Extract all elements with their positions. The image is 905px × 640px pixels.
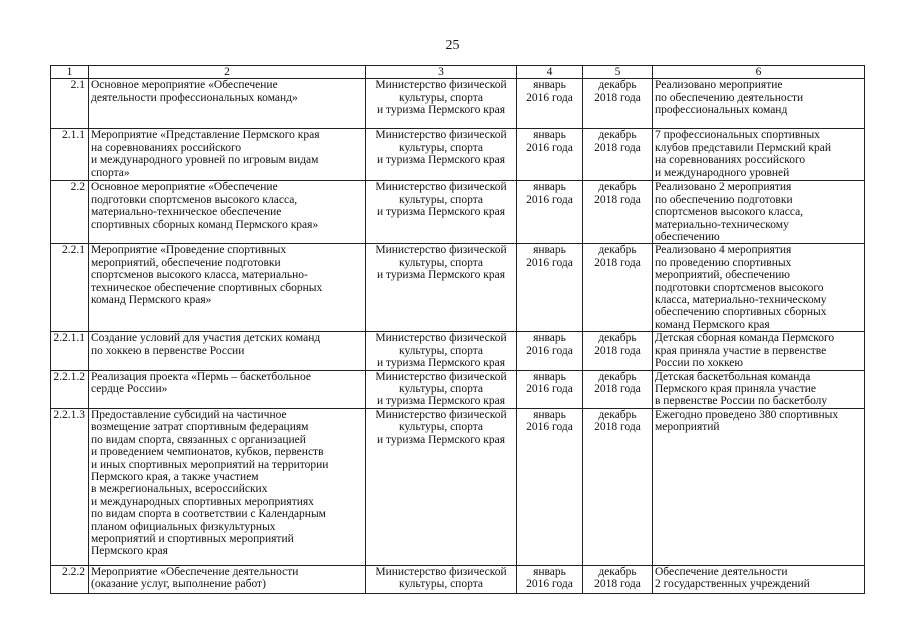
end-date-cell-line: 2018 года — [594, 578, 641, 591]
start-date-cell — [517, 244, 583, 332]
table-row — [51, 181, 865, 244]
result-cell-line: по обеспечению подготовки — [655, 193, 793, 206]
end-date-cell-line: 2018 года — [594, 383, 641, 396]
description-cell-line: сердце России» — [91, 383, 168, 396]
description-cell-line: Мероприятие «Проведение спортивных — [91, 244, 287, 257]
end-date-cell — [583, 370, 653, 408]
description-cell-line: мероприятий, обеспечение подготовки — [91, 256, 281, 269]
result-cell-line: Детская баскетбольная команда — [655, 370, 811, 383]
column-number-row — [51, 66, 865, 79]
result-cell-line: мероприятий, обеспечению — [655, 269, 791, 282]
result-cell-line: и международного уровней — [655, 166, 790, 179]
description-cell-line: Реализация проекта «Пермь – баскетбольное — [91, 370, 312, 383]
executor-cell — [366, 79, 517, 129]
program-table — [50, 65, 865, 594]
executor-cell-line: культуры, спорта — [399, 91, 483, 104]
start-date-cell-line: 2016 года — [526, 383, 573, 396]
result-cell-line: Реализовано мероприятие — [655, 79, 783, 92]
description-cell-line: и международных спортивных мероприятиях — [91, 495, 314, 508]
start-date-cell — [517, 181, 583, 244]
result-cell-line: обеспечению — [655, 231, 720, 244]
description-cell-line: по видам спорта в соответствии с Календарным — [91, 508, 326, 521]
item-number-cell: 2.2.1.3 — [51, 408, 89, 565]
item-number-cell: 2.2.2 — [51, 565, 89, 593]
table-row — [51, 370, 865, 408]
description-cell-line: спортивных сборных команд Пермского края» — [91, 218, 319, 231]
end-date-cell-line: декабрь — [598, 181, 637, 194]
description-cell-line: и международного уровней по игровым видам — [91, 154, 319, 167]
executor-cell — [366, 370, 517, 408]
executor-cell-line: и туризма Пермского края — [376, 154, 506, 167]
executor-cell-line: и туризма Пермского края — [376, 395, 506, 408]
result-cell-line: Пермского края приняла участие — [655, 383, 817, 396]
start-date-cell-line: январь — [533, 244, 566, 257]
item-number-cell: 2.2.1.1 — [51, 332, 89, 370]
end-date-cell-line: декабрь — [598, 129, 637, 142]
start-date-cell-line: январь — [533, 408, 566, 421]
end-date-cell — [583, 408, 653, 565]
description-cell-line: Основное мероприятие «Обеспечение — [91, 79, 278, 92]
description-cell-line: деятельности профессиональных команд» — [91, 91, 298, 104]
result-cell-line: края приняла участие в первенстве — [655, 344, 827, 357]
result-cell — [653, 181, 865, 244]
executor-cell-line: и туризма Пермского края — [376, 206, 506, 219]
end-date-cell-line: декабрь — [598, 370, 637, 383]
description-cell-line: возмещение затрат спортивным федерациям — [91, 421, 309, 434]
result-cell-line: Обеспечение деятельности — [655, 565, 788, 578]
executor-cell-line: культуры, спорта — [399, 193, 483, 206]
executor-cell-line: и туризма Пермского края — [376, 433, 506, 446]
description-cell-line: Основное мероприятие «Обеспечение — [91, 181, 278, 194]
end-date-cell — [583, 129, 653, 181]
start-date-cell-line: 2016 года — [526, 91, 573, 104]
table-row — [51, 79, 865, 129]
start-date-cell — [517, 370, 583, 408]
executor-cell — [366, 244, 517, 332]
executor-cell-line: культуры, спорта — [399, 344, 483, 357]
executor-cell-line: Министерство физической — [375, 244, 507, 257]
start-date-cell-line: январь — [533, 370, 566, 383]
column-header: 2 — [89, 66, 366, 79]
description-cell-line: в межрегиональных, всероссийских — [91, 483, 268, 496]
description-cell — [89, 370, 366, 408]
description-cell-line: подготовки спортсменов высокого класса, — [91, 193, 298, 206]
description-cell — [89, 565, 366, 593]
description-cell-line: мероприятий и спортивных мероприятий — [91, 532, 294, 545]
start-date-cell-line: январь — [533, 79, 566, 92]
result-cell-line: Детская сборная команда Пермского — [655, 332, 835, 345]
description-cell-line: техническое обеспечение спортивных сборных — [91, 281, 323, 294]
description-cell — [89, 408, 366, 565]
description-cell-line: Предоставление субсидий на частичное — [91, 408, 287, 421]
result-cell-line: 7 профессиональных спортивных — [655, 129, 820, 142]
start-date-cell-line: 2016 года — [526, 344, 573, 357]
end-date-cell-line: декабрь — [598, 332, 637, 345]
item-number-cell: 2.2 — [51, 181, 89, 244]
result-cell-line: по обеспечению деятельности — [655, 91, 804, 104]
description-cell-line: на соревнованиях российского — [91, 141, 242, 154]
table-row — [51, 565, 865, 593]
result-cell-line: профессиональных команд — [655, 104, 788, 117]
result-cell-line: 2 государственных учреждений — [655, 578, 810, 591]
executor-cell-line: и туризма Пермского края — [376, 357, 506, 370]
executor-cell-line: Министерство физической — [375, 79, 507, 92]
executor-cell — [366, 408, 517, 565]
executor-cell-line: культуры, спорта — [399, 421, 483, 434]
table-row — [51, 244, 865, 332]
executor-cell-line: Министерство физической — [375, 129, 507, 142]
description-cell-line: спортсменов высокого класса, материально- — [91, 269, 308, 282]
executor-cell — [366, 129, 517, 181]
start-date-cell — [517, 79, 583, 129]
result-cell — [653, 244, 865, 332]
description-cell — [89, 181, 366, 244]
start-date-cell-line: 2016 года — [526, 141, 573, 154]
executor-cell — [366, 181, 517, 244]
result-cell — [653, 79, 865, 129]
result-cell — [653, 408, 865, 565]
end-date-cell-line: 2018 года — [594, 344, 641, 357]
description-cell — [89, 332, 366, 370]
description-cell-line: материально-техническое обеспечение — [91, 206, 282, 219]
result-cell-line: обеспечению спортивных сборных — [655, 306, 827, 319]
result-cell-line: подготовки спортсменов высокого — [655, 281, 824, 294]
description-cell-line: спорта» — [91, 166, 130, 179]
start-date-cell-line: 2016 года — [526, 256, 573, 269]
end-date-cell — [583, 565, 653, 593]
start-date-cell-line: январь — [533, 181, 566, 194]
description-cell-line: Пермского края — [91, 545, 168, 558]
end-date-cell-line: декабрь — [598, 244, 637, 257]
column-header: 4 — [517, 66, 583, 79]
result-cell-line: класса, материально-техническому — [655, 294, 827, 307]
executor-cell-line: и туризма Пермского края — [376, 104, 506, 117]
page-number: 25 — [445, 38, 460, 53]
description-cell — [89, 129, 366, 181]
description-cell-line: и проведением чемпионатов, кубков, первенств — [91, 446, 324, 459]
start-date-cell — [517, 565, 583, 593]
result-cell — [653, 565, 865, 593]
table-row — [51, 129, 865, 181]
result-cell-line: в первенстве России по баскетболу — [655, 395, 828, 408]
column-header: 6 — [653, 66, 865, 79]
description-cell-line: Пермского края, а также участием — [91, 470, 259, 483]
result-cell — [653, 370, 865, 408]
result-cell — [653, 129, 865, 181]
column-header: 3 — [366, 66, 517, 79]
result-cell-line: мероприятий — [655, 421, 720, 434]
end-date-cell-line: декабрь — [598, 79, 637, 92]
start-date-cell-line: 2016 года — [526, 193, 573, 206]
executor-cell — [366, 332, 517, 370]
description-cell-line: Создание условий для участия детских команд — [91, 332, 321, 345]
end-date-cell — [583, 79, 653, 129]
result-cell-line: Реализовано 2 мероприятия — [655, 181, 792, 194]
start-date-cell-line: 2016 года — [526, 578, 573, 591]
result-cell-line: команд Пермского края — [655, 318, 770, 331]
description-cell-line: по хоккею в первенстве России — [91, 344, 245, 357]
result-cell-line: на соревнованиях российского — [655, 154, 806, 167]
end-date-cell — [583, 181, 653, 244]
start-date-cell-line: январь — [533, 129, 566, 142]
start-date-cell-line: 2016 года — [526, 421, 573, 434]
executor-cell-line: Министерство физической — [375, 181, 507, 194]
result-cell-line: спортсменов высокого класса, — [655, 206, 804, 219]
start-date-cell — [517, 408, 583, 565]
description-cell-line: (оказание услуг, выполнение работ) — [91, 578, 266, 591]
executor-cell-line: Министерство физической — [375, 408, 507, 421]
executor-cell-line: и туризма Пермского края — [376, 269, 506, 282]
end-date-cell-line: 2018 года — [594, 421, 641, 434]
description-cell-line: по видам спорта, связанных с организацией — [91, 433, 306, 446]
item-number-cell: 2.1 — [51, 79, 89, 129]
executor-cell-line: Министерство физической — [375, 332, 507, 345]
start-date-cell-line: январь — [533, 332, 566, 345]
result-cell-line: России по хоккею — [655, 357, 743, 370]
end-date-cell — [583, 332, 653, 370]
end-date-cell-line: декабрь — [598, 565, 637, 578]
end-date-cell-line: 2018 года — [594, 91, 641, 104]
end-date-cell-line: 2018 года — [594, 193, 641, 206]
result-cell — [653, 332, 865, 370]
item-number-cell: 2.1.1 — [51, 129, 89, 181]
start-date-cell — [517, 332, 583, 370]
description-cell-line: Мероприятие «Обеспечение деятельности — [91, 565, 299, 578]
end-date-cell-line: 2018 года — [594, 141, 641, 154]
executor-cell — [366, 565, 517, 593]
description-cell — [89, 79, 366, 129]
description-cell-line: команд Пермского края» — [91, 294, 212, 307]
description-cell-line: и иных спортивных мероприятий на территории — [91, 458, 329, 471]
result-cell-line: Ежегодно проведено 380 спортивных — [655, 408, 839, 421]
item-number-cell: 2.2.1.2 — [51, 370, 89, 408]
table-row — [51, 332, 865, 370]
executor-cell-line: культуры, спорта — [399, 256, 483, 269]
column-header: 5 — [583, 66, 653, 79]
end-date-cell-line: декабрь — [598, 408, 637, 421]
executor-cell-line: культуры, спорта — [399, 383, 483, 396]
result-cell-line: клубов представили Пермский край — [655, 141, 831, 154]
column-header: 1 — [51, 66, 89, 79]
item-number-cell: 2.2.1 — [51, 244, 89, 332]
table-row — [51, 408, 865, 565]
result-cell-line: по проведению спортивных — [655, 256, 792, 269]
start-date-cell-line: январь — [533, 565, 566, 578]
end-date-cell-line: 2018 года — [594, 256, 641, 269]
executor-cell-line: Министерство физической — [375, 370, 507, 383]
end-date-cell — [583, 244, 653, 332]
start-date-cell — [517, 129, 583, 181]
executor-cell-line: культуры, спорта — [399, 578, 483, 591]
result-cell-line: Реализовано 4 мероприятия — [655, 244, 792, 257]
description-cell — [89, 244, 366, 332]
result-cell-line: материально-техническому — [655, 218, 789, 231]
executor-cell-line: Министерство физической — [375, 565, 507, 578]
executor-cell-line: культуры, спорта — [399, 141, 483, 154]
description-cell-line: планом официальных физкультурных — [91, 520, 276, 533]
description-cell-line: Мероприятие «Представление Пермского края — [91, 129, 320, 142]
